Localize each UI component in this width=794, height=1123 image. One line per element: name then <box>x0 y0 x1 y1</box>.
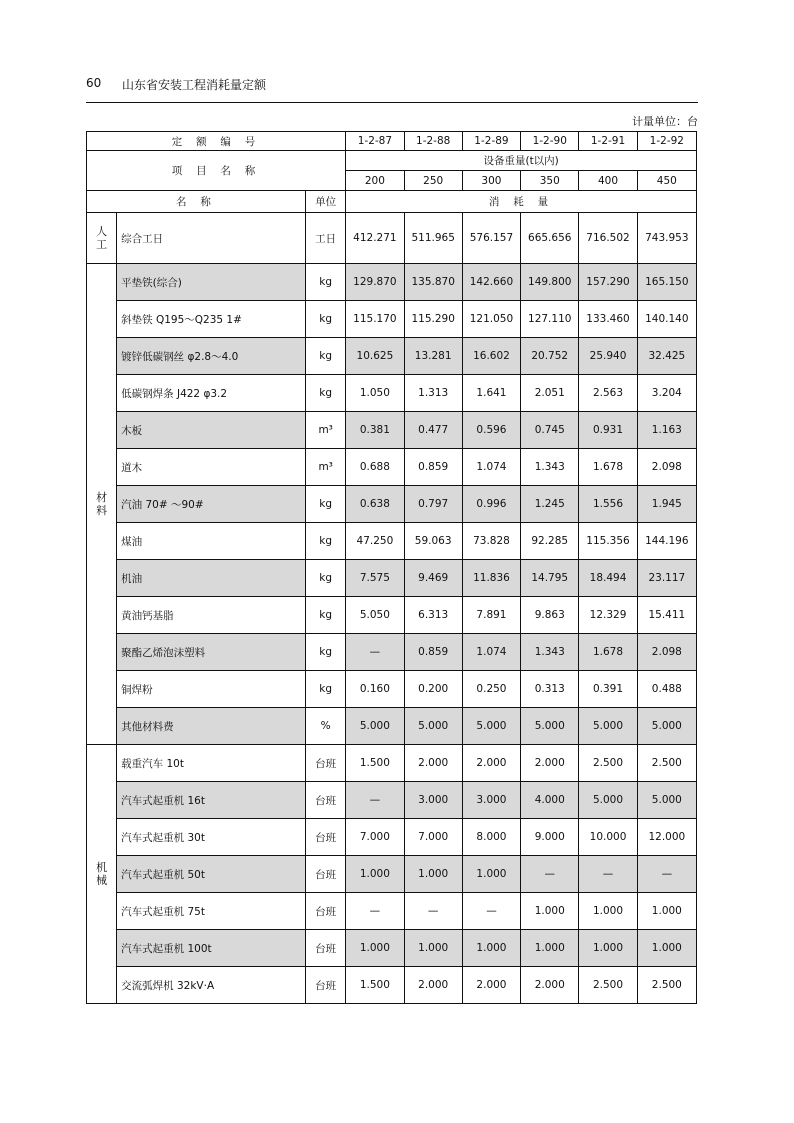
consumption-value: 115.170 <box>346 301 404 338</box>
quota-code-row <box>87 132 697 151</box>
unit-column-label: 单位 <box>306 191 346 213</box>
table-row <box>87 819 697 856</box>
consumption-value: 0.859 <box>404 634 462 671</box>
item-name: 煤油 <box>117 523 306 560</box>
consumption-value: 8.000 <box>462 819 520 856</box>
consumption-value: 2.000 <box>521 967 579 1004</box>
item-name: 交流弧焊机 32kV·A <box>117 967 306 1004</box>
consumption-value: 665.656 <box>521 213 579 264</box>
quota-code: 1-2-90 <box>521 132 579 151</box>
quota-code: 1-2-88 <box>404 132 462 151</box>
consumption-value: 1.500 <box>346 967 404 1004</box>
consumption-value: 14.795 <box>521 560 579 597</box>
weight-value: 250 <box>404 171 462 191</box>
item-unit: 台班 <box>306 782 346 819</box>
item-name: 黄油钙基脂 <box>117 597 306 634</box>
weight-value: 450 <box>637 171 696 191</box>
item-name: 汽车式起重机 50t <box>117 856 306 893</box>
table-row <box>87 671 697 708</box>
weight-value: 400 <box>579 171 637 191</box>
item-unit: kg <box>306 634 346 671</box>
consumption-value: 2.500 <box>579 967 637 1004</box>
consumption-value: 2.098 <box>637 634 696 671</box>
quota-code: 1-2-89 <box>462 132 520 151</box>
consumption-value: 121.050 <box>462 301 520 338</box>
consumption-label: 消 耗 量 <box>346 191 697 213</box>
table-row <box>87 745 697 782</box>
page-header <box>86 74 698 103</box>
consumption-value: 18.494 <box>579 560 637 597</box>
consumption-value: — <box>346 634 404 671</box>
item-unit: kg <box>306 338 346 375</box>
consumption-value: 59.063 <box>404 523 462 560</box>
consumption-value: 3.000 <box>462 782 520 819</box>
consumption-value: 2.098 <box>637 449 696 486</box>
consumption-value: 1.500 <box>346 745 404 782</box>
consumption-value: 1.678 <box>579 634 637 671</box>
consumption-value: 1.641 <box>462 375 520 412</box>
consumption-value: 1.000 <box>521 893 579 930</box>
consumption-value: 2.563 <box>579 375 637 412</box>
consumption-value: 1.000 <box>579 893 637 930</box>
consumption-value: 140.140 <box>637 301 696 338</box>
consumption-value: 9.469 <box>404 560 462 597</box>
item-unit: 台班 <box>306 856 346 893</box>
consumption-value: 5.050 <box>346 597 404 634</box>
consumption-value: 13.281 <box>404 338 462 375</box>
consumption-value: 0.381 <box>346 412 404 449</box>
consumption-value: 0.996 <box>462 486 520 523</box>
consumption-value: 1.245 <box>521 486 579 523</box>
consumption-value: 20.752 <box>521 338 579 375</box>
consumption-value: 5.000 <box>579 708 637 745</box>
item-name: 综合工日 <box>117 213 306 264</box>
consumption-value: 1.050 <box>346 375 404 412</box>
table-row <box>87 412 697 449</box>
table-row <box>87 782 697 819</box>
project-name-label: 项 目 名 称 <box>87 151 346 191</box>
consumption-value: 15.411 <box>637 597 696 634</box>
page-number: 60 <box>86 76 102 90</box>
consumption-value: 5.000 <box>404 708 462 745</box>
consumption-value: 2.500 <box>637 967 696 1004</box>
consumption-value: 2.000 <box>462 745 520 782</box>
item-unit: 台班 <box>306 930 346 967</box>
consumption-value: 743.953 <box>637 213 696 264</box>
item-unit: m³ <box>306 412 346 449</box>
name-column-label: 名 称 <box>87 191 306 213</box>
consumption-value: 1.000 <box>637 930 696 967</box>
category-machine: 机 械 <box>87 745 117 1004</box>
table-row <box>87 486 697 523</box>
table-row <box>87 449 697 486</box>
table-row <box>87 213 697 264</box>
consumption-value: 115.290 <box>404 301 462 338</box>
consumption-value: 157.290 <box>579 264 637 301</box>
consumption-value: 149.800 <box>521 264 579 301</box>
consumption-value: 0.160 <box>346 671 404 708</box>
item-name: 斜垫铁 Q195～Q235 1# <box>117 301 306 338</box>
consumption-value: 0.313 <box>521 671 579 708</box>
consumption-value: 0.250 <box>462 671 520 708</box>
consumption-value: 2.051 <box>521 375 579 412</box>
consumption-value: 5.000 <box>521 708 579 745</box>
consumption-value: 73.828 <box>462 523 520 560</box>
consumption-value: 1.343 <box>521 634 579 671</box>
quota-table <box>86 131 697 1004</box>
consumption-value: 47.250 <box>346 523 404 560</box>
consumption-value: 133.460 <box>579 301 637 338</box>
item-unit: kg <box>306 671 346 708</box>
consumption-value: 9.000 <box>521 819 579 856</box>
consumption-value: 0.477 <box>404 412 462 449</box>
item-unit: kg <box>306 264 346 301</box>
item-unit: 台班 <box>306 819 346 856</box>
consumption-value: 2.000 <box>404 967 462 1004</box>
consumption-value: 0.596 <box>462 412 520 449</box>
consumption-value: 144.196 <box>637 523 696 560</box>
consumption-value: — <box>462 893 520 930</box>
consumption-value: 129.870 <box>346 264 404 301</box>
consumption-value: 6.313 <box>404 597 462 634</box>
consumption-value: 32.425 <box>637 338 696 375</box>
consumption-value: — <box>521 856 579 893</box>
consumption-value: 10.000 <box>579 819 637 856</box>
consumption-value: — <box>404 893 462 930</box>
consumption-value: 16.602 <box>462 338 520 375</box>
consumption-value: 0.745 <box>521 412 579 449</box>
item-name: 其他材料费 <box>117 708 306 745</box>
item-name: 木板 <box>117 412 306 449</box>
item-name: 汽油 70# ～90# <box>117 486 306 523</box>
consumption-value: 0.488 <box>637 671 696 708</box>
consumption-value: 3.000 <box>404 782 462 819</box>
consumption-value: 2.500 <box>579 745 637 782</box>
consumption-value: 2.000 <box>521 745 579 782</box>
consumption-value: 2.000 <box>462 967 520 1004</box>
consumption-value: 0.931 <box>579 412 637 449</box>
quota-code: 1-2-91 <box>579 132 637 151</box>
item-unit: m³ <box>306 449 346 486</box>
table-row <box>87 375 697 412</box>
item-name: 平垫铁(综合) <box>117 264 306 301</box>
consumption-value: 1.000 <box>637 893 696 930</box>
consumption-value: — <box>579 856 637 893</box>
consumption-value: 5.000 <box>346 708 404 745</box>
weight-value: 350 <box>521 171 579 191</box>
consumption-value: 5.000 <box>637 782 696 819</box>
consumption-value: 0.797 <box>404 486 462 523</box>
consumption-value: 1.000 <box>346 856 404 893</box>
consumption-value: 2.000 <box>404 745 462 782</box>
consumption-value: 10.625 <box>346 338 404 375</box>
consumption-value: 25.940 <box>579 338 637 375</box>
consumption-value: 115.356 <box>579 523 637 560</box>
consumption-value: 7.000 <box>346 819 404 856</box>
quota-code: 1-2-87 <box>346 132 404 151</box>
item-unit: kg <box>306 301 346 338</box>
weight-label-row <box>87 151 697 171</box>
weight-value: 200 <box>346 171 404 191</box>
item-unit: kg <box>306 486 346 523</box>
table-row <box>87 893 697 930</box>
consumption-value: 1.000 <box>346 930 404 967</box>
consumption-value: 11.836 <box>462 560 520 597</box>
consumption-value: 3.204 <box>637 375 696 412</box>
consumption-value: 1.000 <box>404 856 462 893</box>
consumption-value: 0.859 <box>404 449 462 486</box>
category-labor: 人 工 <box>87 213 117 264</box>
item-name: 铜焊粉 <box>117 671 306 708</box>
consumption-value: 23.117 <box>637 560 696 597</box>
item-name: 聚酯乙烯泡沫塑料 <box>117 634 306 671</box>
quota-table-body <box>87 132 697 1004</box>
consumption-value: 7.000 <box>404 819 462 856</box>
consumption-value: 9.863 <box>521 597 579 634</box>
consumption-value: 0.200 <box>404 671 462 708</box>
item-unit: 台班 <box>306 745 346 782</box>
table-row <box>87 708 697 745</box>
item-unit: kg <box>306 375 346 412</box>
consumption-value: 5.000 <box>579 782 637 819</box>
consumption-value: 511.965 <box>404 213 462 264</box>
consumption-value: 1.945 <box>637 486 696 523</box>
measurement-unit-note: 计量单位：台 <box>632 115 698 128</box>
consumption-value: 1.163 <box>637 412 696 449</box>
consumption-value: 7.575 <box>346 560 404 597</box>
consumption-value: 5.000 <box>462 708 520 745</box>
item-name: 汽车式起重机 100t <box>117 930 306 967</box>
consumption-value: — <box>637 856 696 893</box>
consumption-value: 1.343 <box>521 449 579 486</box>
consumption-value: 0.391 <box>579 671 637 708</box>
item-name: 道木 <box>117 449 306 486</box>
table-row <box>87 967 697 1004</box>
table-row <box>87 338 697 375</box>
table-row <box>87 560 697 597</box>
table-row <box>87 597 697 634</box>
consumption-value: 1.556 <box>579 486 637 523</box>
table-row <box>87 634 697 671</box>
consumption-value: — <box>346 782 404 819</box>
consumption-value: 1.000 <box>404 930 462 967</box>
quota-code-label: 定 额 编 号 <box>87 132 346 151</box>
item-name: 低碳钢焊条 J422 φ3.2 <box>117 375 306 412</box>
consumption-value: 576.157 <box>462 213 520 264</box>
item-name: 镀锌低碳钢丝 φ2.8～4.0 <box>117 338 306 375</box>
table-row <box>87 301 697 338</box>
consumption-value: 165.150 <box>637 264 696 301</box>
table-row <box>87 856 697 893</box>
column-header-row <box>87 191 697 213</box>
consumption-value: 1.000 <box>462 930 520 967</box>
item-unit: 工日 <box>306 213 346 264</box>
consumption-value: 12.000 <box>637 819 696 856</box>
item-unit: kg <box>306 523 346 560</box>
item-name: 载重汽车 10t <box>117 745 306 782</box>
page-title: 山东省安装工程消耗量定额 <box>122 78 267 92</box>
item-name: 汽车式起重机 75t <box>117 893 306 930</box>
item-unit: kg <box>306 560 346 597</box>
item-name: 机油 <box>117 560 306 597</box>
consumption-value: 1.000 <box>579 930 637 967</box>
table-row <box>87 264 697 301</box>
consumption-value: 135.870 <box>404 264 462 301</box>
item-unit: 台班 <box>306 893 346 930</box>
consumption-value: 92.285 <box>521 523 579 560</box>
weight-value: 300 <box>462 171 520 191</box>
item-unit: % <box>306 708 346 745</box>
category-material: 材 料 <box>87 264 117 745</box>
consumption-value: 5.000 <box>637 708 696 745</box>
consumption-value: 412.271 <box>346 213 404 264</box>
consumption-value: 0.638 <box>346 486 404 523</box>
quota-code: 1-2-92 <box>637 132 696 151</box>
consumption-value: 1.000 <box>521 930 579 967</box>
consumption-value: 12.329 <box>579 597 637 634</box>
item-name: 汽车式起重机 30t <box>117 819 306 856</box>
table-row <box>87 930 697 967</box>
equipment-weight-label: 设备重量(t以内) <box>346 151 697 171</box>
consumption-value: 716.502 <box>579 213 637 264</box>
consumption-value: 1.678 <box>579 449 637 486</box>
item-name: 汽车式起重机 16t <box>117 782 306 819</box>
item-unit: 台班 <box>306 967 346 1004</box>
consumption-value: 1.000 <box>462 856 520 893</box>
table-row <box>87 523 697 560</box>
consumption-value: 1.313 <box>404 375 462 412</box>
consumption-value: 7.891 <box>462 597 520 634</box>
consumption-value: 0.688 <box>346 449 404 486</box>
consumption-value: 1.074 <box>462 449 520 486</box>
consumption-value: 4.000 <box>521 782 579 819</box>
consumption-value: 2.500 <box>637 745 696 782</box>
consumption-value: 142.660 <box>462 264 520 301</box>
consumption-value: 1.074 <box>462 634 520 671</box>
item-unit: kg <box>306 597 346 634</box>
consumption-value: 127.110 <box>521 301 579 338</box>
consumption-value: — <box>346 893 404 930</box>
